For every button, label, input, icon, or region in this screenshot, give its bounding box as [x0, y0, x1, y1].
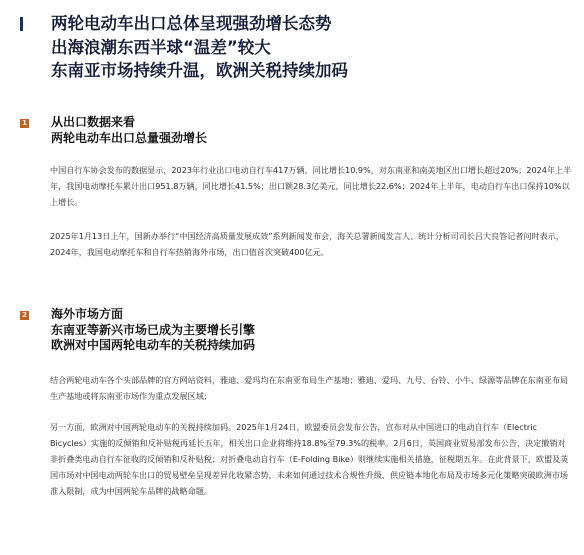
section-1-title: 从出口数据来看 — [51, 115, 136, 129]
section-1-paragraph-1: 中国自行车协会发布的数据显示，2023年行业出口电动自行车417万辆，同比增长10.9%，对东南亚和南美地区出口增长超过20%；2024年上半年，我国电动摩托车累计出口951.8万辆，同比增长41.5%；出口额28.3亿美元，同比增长22.6%；2024年上半年，电动自行车出口保持10%以上增长。 — [50, 165, 572, 207]
section-2-subtitle-2: 欧洲对中国两轮电动车的关税持续加码 — [51, 338, 256, 352]
headline-line-3: 东南亚市场持续升温，欧洲关税持续加码 — [51, 61, 348, 80]
headline-block — [20, 12, 570, 83]
section-2-badge: 2 — [20, 311, 29, 320]
section-1-badge: 1 — [20, 119, 29, 128]
headline-line-1: 两轮电动车出口总体呈现强劲增长态势 — [51, 14, 332, 33]
headline-accent-bar — [20, 17, 23, 31]
section-2-paragraph-2: 另一方面，欧洲对中国两轮电动车的关税持续加码。2025年1月24日，欧盟委员会发布公告，宣布对从中国进口的电动自行车（Electric Bicycles）实施的反倾销和反补贴税再延长五年，相关出口企业将维持18.8%至79.3%的税率。2月6日，英国商业贸易部发布公告，决定撤销对非折叠类电动自行车征收的反倾销和反补贴税；对折叠电动自行车（E-Folding Bike）则继续实施相关措施，征税期五年。在此背景下，欧盟及英国市场对中国电动两轮车出口的贸易壁垒呈现差异化收紧态势，未来如何通过技术合规性升级、供应链本地化布局及市场多元化策略突破欧洲市场准入限制，成为中国两轮车品牌的战略命题。 — [50, 422, 569, 496]
section-1-heading — [20, 115, 570, 146]
headline-line-2: 出海浪潮东西半球“温差”较大 — [51, 37, 271, 57]
section-1-paragraph-2: 2025年1月13日上午，国新办举行“中国经济高质量发展成效”系列新闻发布会，海关总署新闻发言人、统计分析司司长吕大良答记者问时表示，2024年，我国电动摩托车和自行车热销海外市场，出口值首次突破400亿元。 — [50, 231, 564, 257]
section-2-title: 海外市场方面 — [51, 307, 124, 321]
section-2-paragraph-1: 结合两轮电动车各个头部品牌的官方网站资料，雅迪、爱玛均在东南亚布局生产基地；雅迪、爱玛、九号、台铃、小牛、绿源等品牌在东南亚布局生产基地或将东南亚市场作为重点发展区域； — [50, 375, 569, 401]
section-2-heading — [20, 307, 570, 354]
section-1-subtitle: 两轮电动车出口总量强劲增长 — [51, 130, 208, 145]
section-2-subtitle-1: 东南亚等新兴市场已成为主要增长引擎 — [51, 322, 256, 337]
